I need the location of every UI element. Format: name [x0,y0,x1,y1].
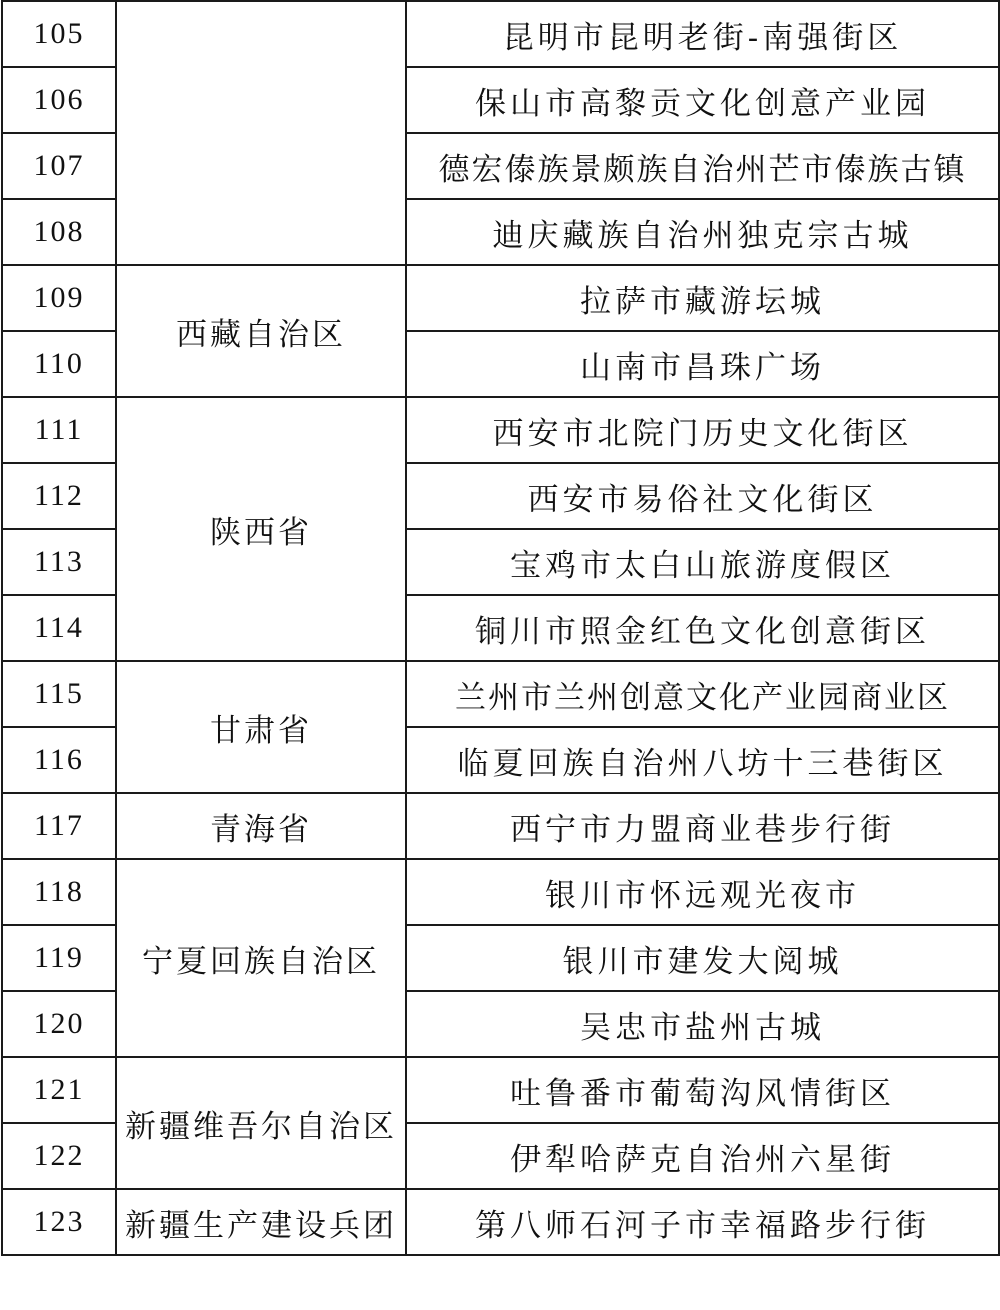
table-row [2,661,999,727]
row-number: 111 [2,397,116,463]
venue-name: 伊犁哈萨克自治州六星街 [406,1123,999,1189]
venue-name: 迪庆藏族自治州独克宗古城 [406,199,999,265]
venue-name: 临夏回族自治州八坊十三巷街区 [406,727,999,793]
province-cell: 西藏自治区 [116,265,406,397]
table-row [2,265,999,331]
venue-name: 西安市易俗社文化街区 [406,463,999,529]
venue-name: 西宁市力盟商业巷步行街 [406,793,999,859]
row-number: 106 [2,67,116,133]
row-number: 109 [2,265,116,331]
venue-name: 银川市建发大阅城 [406,925,999,991]
table-row [2,859,999,925]
row-number: 114 [2,595,116,661]
venue-name: 山南市昌珠广场 [406,331,999,397]
venue-name: 昆明市昆明老街-南强街区 [406,1,999,67]
venue-name: 拉萨市藏游坛城 [406,265,999,331]
row-number: 123 [2,1189,116,1255]
venue-name: 吴忠市盐州古城 [406,991,999,1057]
province-cell: 新疆维吾尔自治区 [116,1057,406,1189]
table-row [2,1189,999,1255]
province-cell: 新疆生产建设兵团 [116,1189,406,1255]
row-number: 112 [2,463,116,529]
row-number: 116 [2,727,116,793]
row-number: 118 [2,859,116,925]
row-number: 119 [2,925,116,991]
row-number: 120 [2,991,116,1057]
row-number: 110 [2,331,116,397]
venue-name: 第八师石河子市幸福路步行街 [406,1189,999,1255]
row-number: 115 [2,661,116,727]
province-cell: 甘肃省 [116,661,406,793]
province-cell: 陕西省 [116,397,406,661]
venue-name: 保山市高黎贡文化创意产业园 [406,67,999,133]
row-number: 105 [2,1,116,67]
row-number: 108 [2,199,116,265]
table-row [2,793,999,859]
venue-name: 宝鸡市太白山旅游度假区 [406,529,999,595]
scenic-list-table [1,0,1000,1256]
venue-name: 吐鲁番市葡萄沟风情街区 [406,1057,999,1123]
province-cell: 宁夏回族自治区 [116,859,406,1057]
venue-name: 银川市怀远观光夜市 [406,859,999,925]
table-row [2,1,999,67]
table-row [2,1057,999,1123]
venue-name: 铜川市照金红色文化创意街区 [406,595,999,661]
row-number: 107 [2,133,116,199]
province-cell: 青海省 [116,793,406,859]
venue-name: 兰州市兰州创意文化产业园商业区 [406,661,999,727]
row-number: 117 [2,793,116,859]
row-number: 121 [2,1057,116,1123]
venue-name: 德宏傣族景颇族自治州芒市傣族古镇 [406,133,999,199]
row-number: 122 [2,1123,116,1189]
table-row [2,397,999,463]
venue-name: 西安市北院门历史文化街区 [406,397,999,463]
row-number: 113 [2,529,116,595]
province-cell [116,1,406,265]
